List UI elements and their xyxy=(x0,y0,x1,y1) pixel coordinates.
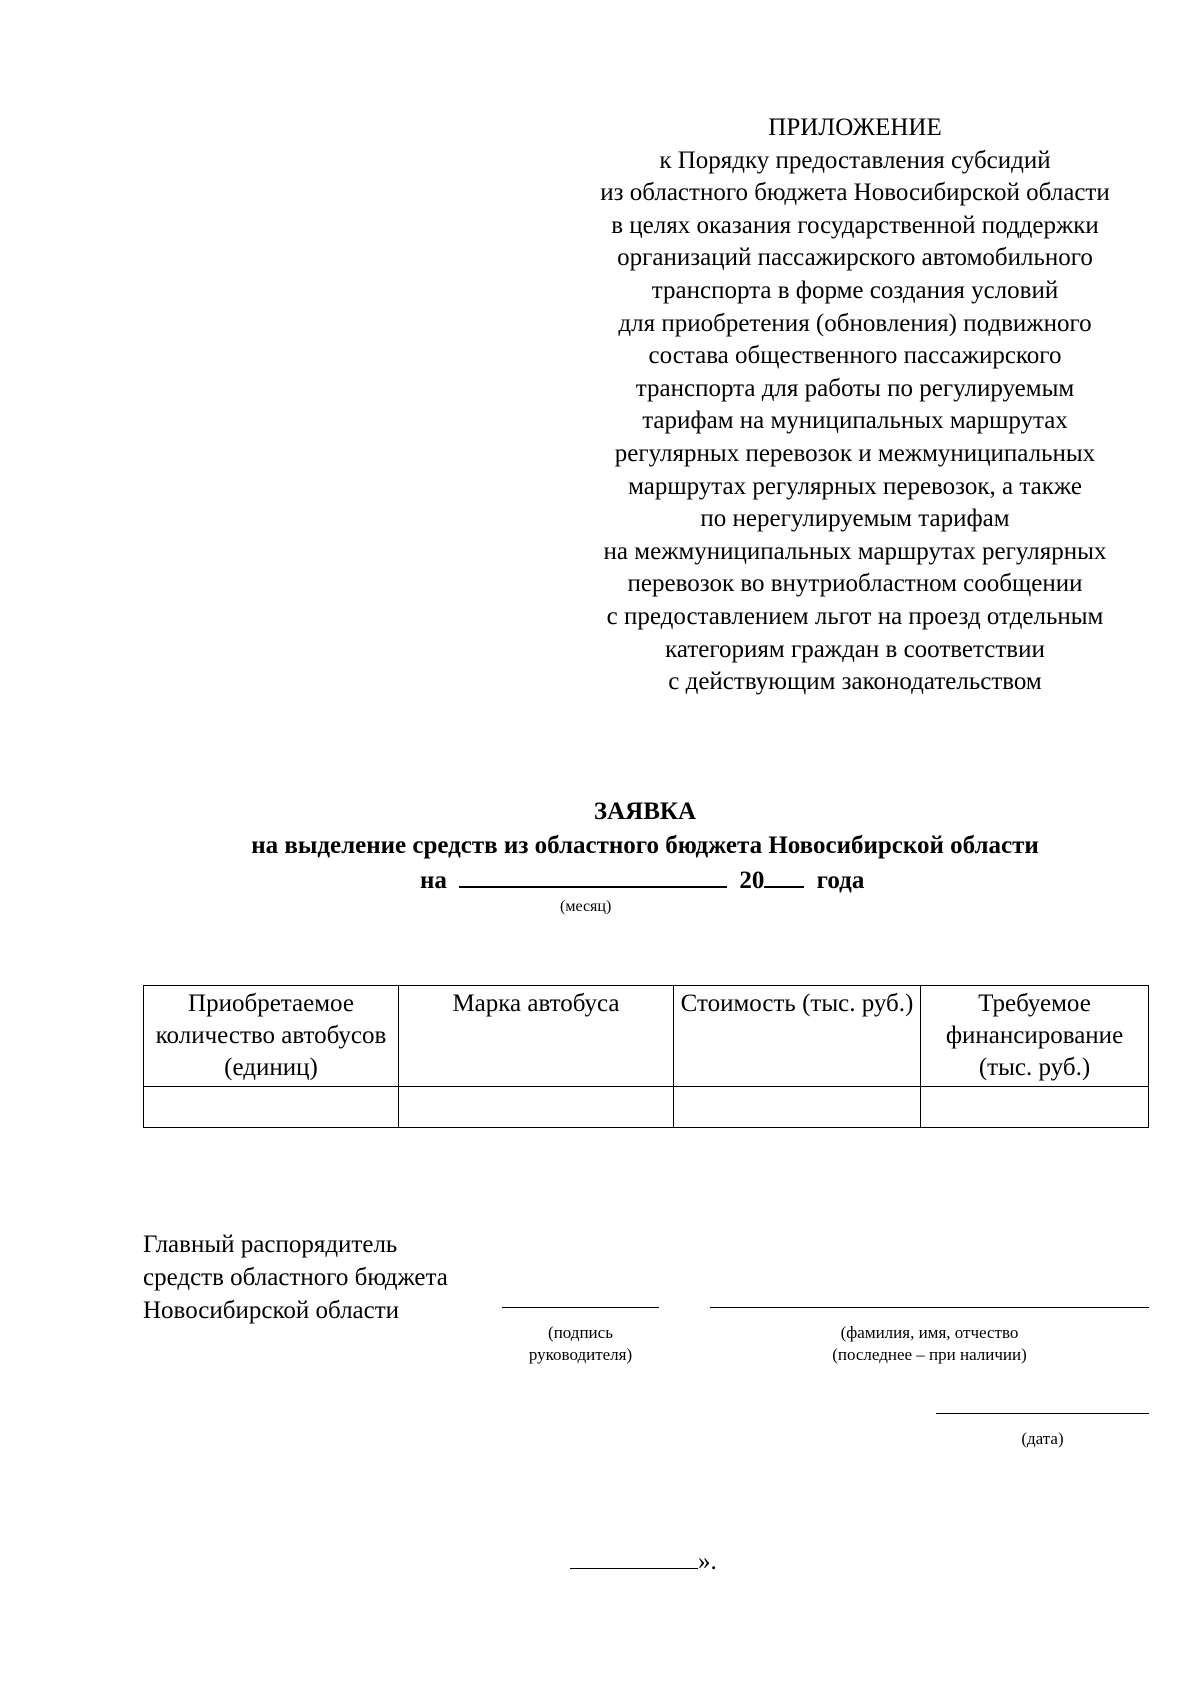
request-title: ЗАЯВКА xyxy=(593,798,697,825)
month-caption: (месяц) xyxy=(560,898,612,915)
month-blank[interactable] xyxy=(459,866,727,888)
appendix-line: состава общественного пассажирского xyxy=(648,342,1062,370)
appendix-line: регулярных перевозок и межмуниципальных xyxy=(614,439,1096,467)
cell-brand[interactable] xyxy=(399,1087,674,1128)
full-name-line[interactable] xyxy=(710,1307,1149,1308)
request-period-line xyxy=(420,866,864,895)
appendix-line: транспорта для работы по регулируемым xyxy=(635,374,1075,402)
closing-suffix: ». xyxy=(698,1548,717,1575)
appendix-line: для приобретения (обновления) подвижного xyxy=(618,309,1092,337)
appendix-line: к Порядку предоставления субсидий xyxy=(659,146,1051,174)
header-brand: Марка автобуса xyxy=(399,986,674,1087)
appendix-line: из областного бюджета Новосибирской области xyxy=(600,179,1110,207)
cell-financing[interactable] xyxy=(921,1087,1149,1128)
signer-line: Новосибирской области xyxy=(143,1297,400,1324)
cell-cost[interactable] xyxy=(674,1087,921,1128)
period-prefix: на xyxy=(420,867,447,894)
header-quantity: Приобретаемое количество автобусов (единиц) xyxy=(144,986,399,1087)
appendix-line: в целях оказания государственной поддержки xyxy=(611,211,1099,239)
full-name-caption xyxy=(710,1322,1149,1366)
table-row xyxy=(144,1087,1149,1128)
signature-caption-line: (подпись xyxy=(548,1323,613,1342)
appendix-line: категориям граждан в соответствии xyxy=(665,635,1045,663)
closing-line xyxy=(570,1546,717,1576)
full-name-caption-line: (фамилия, имя, отчество xyxy=(840,1323,1019,1342)
appendix-line: организаций пассажирского автомобильного xyxy=(617,244,1093,272)
appendix-line: тарифам на муниципальных маршрутах xyxy=(642,407,1068,435)
year-blank[interactable] xyxy=(764,866,804,888)
signer-block xyxy=(143,1228,448,1327)
signature-caption xyxy=(502,1322,659,1366)
year-prefix: 20 xyxy=(739,867,765,894)
appendix-heading xyxy=(540,112,1170,699)
appendix-line: с предоставлением льгот на проезд отдельным xyxy=(606,602,1104,630)
closing-blank[interactable] xyxy=(570,1546,698,1569)
appendix-line: по нерегулируемым тарифам xyxy=(700,505,1010,533)
appendix-line: ПРИЛОЖЕНИЕ xyxy=(768,114,942,141)
cell-quantity[interactable] xyxy=(144,1087,399,1128)
request-table xyxy=(143,985,1149,1128)
date-caption: (дата) xyxy=(1021,1429,1064,1448)
header-cost: Стоимость (тыс. руб.) xyxy=(674,986,921,1087)
request-subtitle: на выделение средств из областного бюджета Новосибирской области xyxy=(251,832,1039,859)
appendix-line: на межмуниципальных маршрутах регулярных xyxy=(603,537,1107,565)
signature-line[interactable] xyxy=(502,1307,659,1308)
date-line[interactable] xyxy=(936,1413,1149,1414)
appendix-line: маршрутах регулярных перевозок, а также xyxy=(628,472,1082,500)
header-financing: Требуемое финансирование (тыс. руб.) xyxy=(921,986,1149,1087)
appendix-line: транспорта в форме создания условий xyxy=(651,276,1059,304)
appendix-line: с действующим законодательством xyxy=(668,668,1042,696)
year-suffix: года xyxy=(816,867,865,894)
signer-line: Главный распорядитель xyxy=(143,1231,398,1258)
table-header-row xyxy=(144,986,1149,1087)
full-name-caption-line: (последнее – при наличии) xyxy=(832,1345,1027,1364)
signer-line: средств областного бюджета xyxy=(143,1264,448,1291)
appendix-line: перевозок во внутриобластном сообщении xyxy=(627,570,1083,598)
signature-caption-line: руководителя) xyxy=(528,1345,633,1364)
